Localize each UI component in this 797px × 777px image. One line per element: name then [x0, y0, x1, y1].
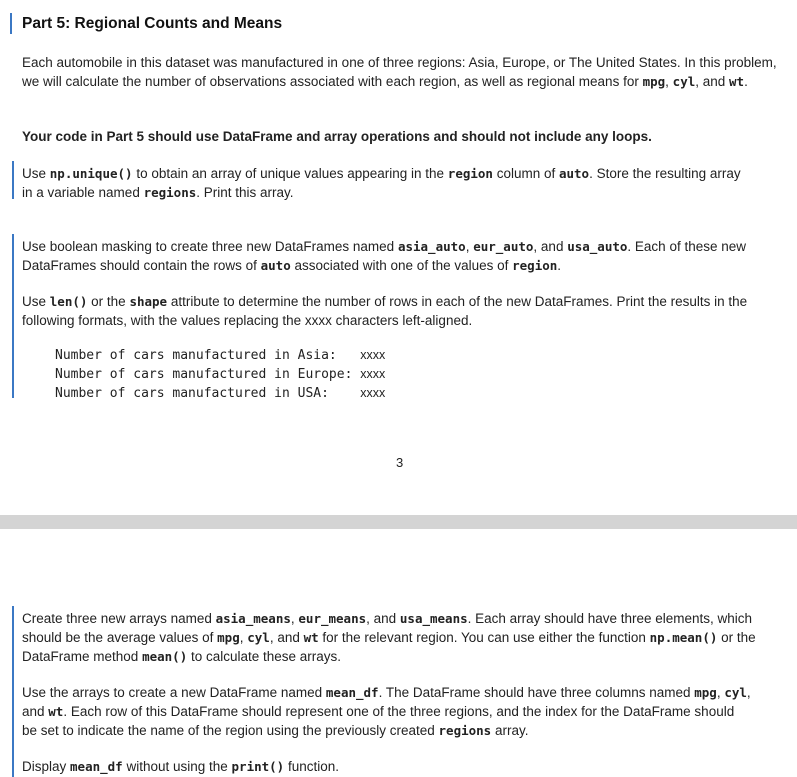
page-title: Part 5: Regional Counts and Means	[22, 15, 283, 32]
display-step-paragraph: Display mean_df without using the print() function.	[22, 759, 340, 774]
unique-step-accent-bar	[12, 161, 14, 199]
page-number: 3	[396, 455, 404, 470]
output-format-block	[55, 346, 385, 403]
output-line-asia: Number of cars manufactured in Asia: xxxx	[55, 348, 386, 363]
no-loops-note: Your code in Part 5 should use DataFrame and array operations and should not include any loops.	[22, 129, 652, 144]
len-step-paragraph: Use len() or the shape attribute to determine the number of rows in each of the new DataFrames. Print the results in the following formats, with the values replacing the xxxx characters left-aligned.	[22, 294, 748, 328]
output-line-europe: Number of cars manufactured in Europe: xxxx	[55, 367, 386, 382]
page-break-divider	[0, 515, 797, 529]
counts-step-accent-bar	[12, 234, 14, 398]
output-line-usa: Number of cars manufactured in USA: xxxx	[55, 386, 386, 401]
heading-accent-bar	[10, 13, 12, 34]
means-step-paragraph: Create three new arrays named asia_means, eur_means, and usa_means. Each array should have three elements, which should be the average values of mpg, cyl, and wt for the relevant region. You can use either the function np.mean() or the DataFrame method mean() to calculate these arrays.	[22, 611, 756, 664]
dataframe-step-paragraph: Use the arrays to create a new DataFrame named mean_df. The DataFrame should have three columns named mpg, cyl, and wt. Each row of this DataFrame should represent one of the three regions, and the index for the DataFrame should be set to indicate the name of the region using the previously created regions array.	[22, 685, 751, 738]
unique-step-paragraph: Use np.unique() to obtain an array of unique values appearing in the region column of auto. Store the resulting array in a variable named regions. Print this array.	[22, 166, 741, 200]
intro-paragraph: Each automobile in this dataset was manufactured in one of three regions: Asia, Europe, or The United States. In this problem, we will calculate the number of observations associated with each region, as well as regional means for mpg, cyl, and wt.	[22, 55, 777, 89]
mask-step-paragraph: Use boolean masking to create three new DataFrames named asia_auto, eur_auto, and usa_auto. Each of these new DataFrames should contain the rows of auto associated with one of the values of region.	[22, 239, 746, 273]
means-step-accent-bar	[12, 606, 14, 777]
